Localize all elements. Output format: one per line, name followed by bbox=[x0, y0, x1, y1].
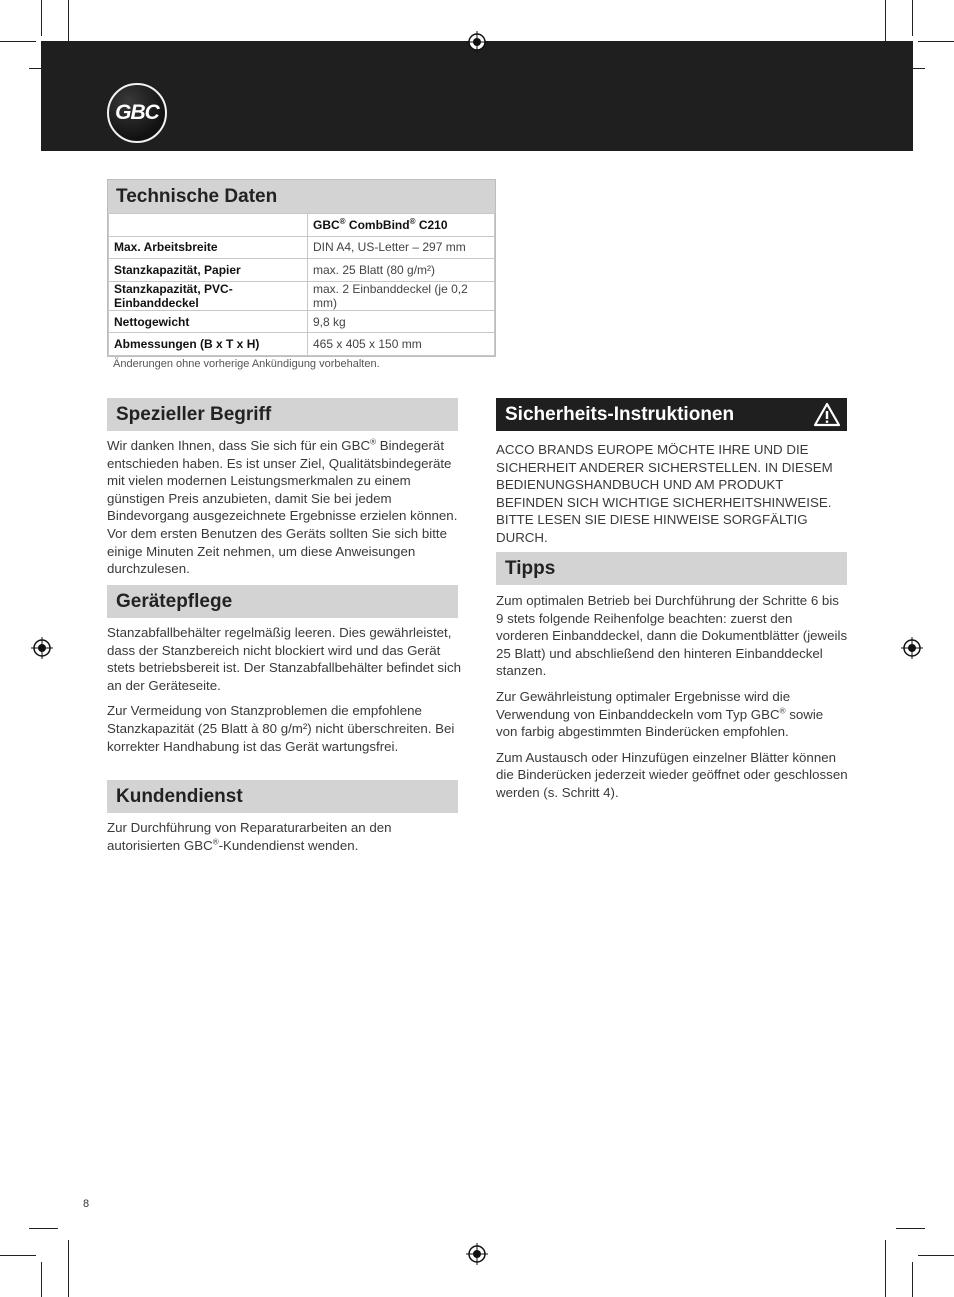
tech-data-title: Technische Daten bbox=[108, 180, 495, 213]
crop-mark bbox=[918, 41, 954, 42]
spec-label: Max. Arbeitsbreite bbox=[109, 236, 308, 259]
paragraph: Stanzabfallbehälter regelmäßig leeren. Dies gewährleistet, dass der Stanzbereich nicht blockiert wird und das Gerät stets betriebsbereit ist. Der Stanzabfallbehälter befindet sich an der Geräteseite. bbox=[107, 625, 462, 693]
registration-mark-icon bbox=[901, 637, 923, 659]
gbc-logo: GBC bbox=[107, 83, 167, 143]
spec-value: max. 2 Einbanddeckel (je 0,2 mm) bbox=[308, 281, 495, 310]
paragraph: Zur Gewährleistung optimaler Ergebnisse wird die Verwendung von Einbanddeckeln vom Typ GBC® sowie von farbig abgestimmten Binderücken empfohlen. bbox=[496, 688, 824, 740]
table-row bbox=[109, 236, 495, 259]
header-band bbox=[41, 41, 913, 151]
crop-mark bbox=[0, 41, 36, 42]
crop-mark bbox=[68, 1240, 69, 1297]
section-body-tipps bbox=[496, 592, 848, 810]
warning-icon bbox=[813, 402, 841, 428]
section-body-sicherheit bbox=[496, 441, 846, 555]
paragraph: Zur Durchführung von Reparaturarbeiten an den autorisierten GBC®-Kundendienst wenden. bbox=[107, 820, 392, 853]
page-number: 8 bbox=[83, 1198, 90, 1210]
crop-mark bbox=[918, 1255, 954, 1256]
spec-value: 9,8 kg bbox=[308, 310, 495, 333]
paragraph: Wir danken Ihnen, dass Sie sich für ein GBC® Bindegerät entschieden haben. Es ist unser Ziel, Qualitätsbindegeräte mit vielen modernen Leistungsmerkmalen zu einem günstigen Preis anzubieten, damit Sie bei jedem Bindevorgang ausgezeichnete Ergebnisse erzielen können. Vor dem ersten Benutzen des Geräts sollten Sie sich bitte einige Minuten Zeit nehmen, um diese Anweisungen durchzulesen. bbox=[107, 437, 458, 577]
section-heading-sicherheit bbox=[496, 398, 847, 431]
crop-mark bbox=[896, 1228, 925, 1229]
section-heading-tipps: Tipps bbox=[496, 552, 847, 585]
registration-mark-icon bbox=[31, 637, 53, 659]
paragraph: Zur Vermeidung von Stanzproblemen die empfohlene Stanzkapazität (25 Blatt à 80 g/m²) nicht überschreiten. Bei korrekter Handhabung ist das Gerät wartungsfrei. bbox=[107, 703, 455, 754]
section-heading-kundendienst: Kundendienst bbox=[107, 780, 458, 813]
crop-mark bbox=[41, 1262, 42, 1297]
crop-mark bbox=[885, 1240, 886, 1297]
change-notice: Änderungen ohne vorherige Ankündigung vorbehalten. bbox=[113, 358, 380, 370]
tech-data-table bbox=[107, 179, 496, 357]
table-row bbox=[109, 333, 495, 356]
spec-value: max. 25 Blatt (80 g/m²) bbox=[308, 259, 495, 282]
table-column-header: GBC® CombBind® C210 bbox=[308, 214, 495, 237]
crop-mark bbox=[912, 0, 913, 36]
section-body-kundendienst bbox=[107, 819, 462, 862]
spec-label: Nettogewicht bbox=[109, 310, 308, 333]
registration-mark-icon bbox=[466, 1243, 488, 1265]
crop-mark bbox=[0, 1255, 36, 1256]
spec-value: 465 x 405 x 150 mm bbox=[308, 333, 495, 356]
spec-label: Abmessungen (B x T x H) bbox=[109, 333, 308, 356]
crop-mark bbox=[912, 1262, 913, 1297]
spec-value: DIN A4, US-Letter – 297 mm bbox=[308, 236, 495, 259]
spec-table bbox=[108, 213, 495, 356]
table-row bbox=[109, 281, 495, 310]
section-heading-spezieller: Spezieller Begriff bbox=[107, 398, 458, 431]
section-heading-geraetepflege: Gerätepflege bbox=[107, 585, 458, 618]
paragraph: Zum Austausch oder Hinzufügen einzelner Blätter können die Binderücken jederzeit wieder geöffnet oder geschlossen werden (s. Schritt 4). bbox=[496, 749, 848, 800]
paragraph: ACCO BRANDS EUROPE MÖCHTE IHRE UND DIE SICHERHEIT ANDERER SICHERSTELLEN. IN DIESEM BEDIENUNGSHANDBUCH UND AM PRODUKT BEFINDEN SICH WICHTIGE SICHERHEITSHINWEISE. BITTE LESEN SIE DIESE HINWEISE SORGFÄLTIG DURCH. bbox=[496, 442, 833, 545]
section-body-spezieller bbox=[107, 437, 462, 586]
spec-label: Stanzkapazität, PVC-Einbanddeckel bbox=[109, 281, 308, 310]
table-header-row bbox=[109, 214, 495, 237]
table-row bbox=[109, 259, 495, 282]
paragraph: Zum optimalen Betrieb bei Durchführung der Schritte 6 bis 9 stets folgende Reihenfolge beachten: zuerst den vorderen Einbanddeckel, dann die Dokumentblätter (jeweils 25 Blatt) und abschließend den hinteren Einbanddeckel stanzen. bbox=[496, 593, 848, 679]
spec-label: Stanzkapazität, Papier bbox=[109, 259, 308, 282]
crop-mark bbox=[41, 0, 42, 36]
table-row bbox=[109, 310, 495, 333]
section-body-geraetepflege bbox=[107, 624, 462, 763]
table-cell bbox=[109, 214, 308, 237]
section-heading-label: Sicherheits-Instruktionen bbox=[505, 403, 735, 425]
crop-mark bbox=[29, 1228, 58, 1229]
registration-mark-icon bbox=[466, 31, 488, 53]
